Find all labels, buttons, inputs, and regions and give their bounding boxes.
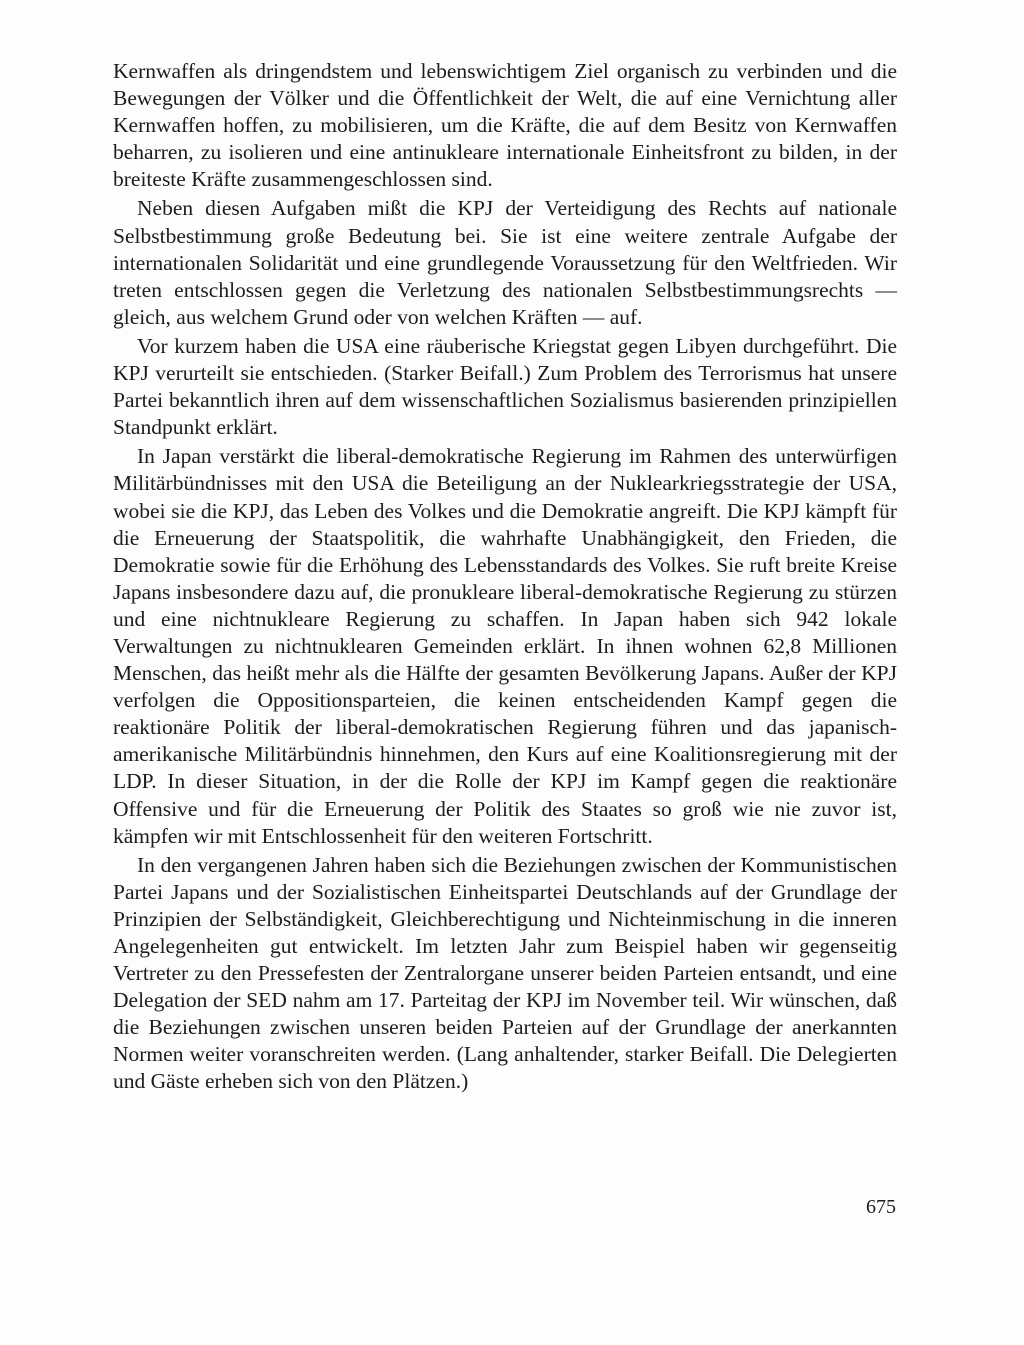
paragraph-2: Neben diesen Aufgaben mißt die KPJ der Verteidigung des Rechts auf nationale Selbstbestimmung große Bedeutung bei. Sie ist eine weitere zentrale Aufgabe der internationalen Solidarität und eine grundlegende Voraussetzung für den Weltfrieden. Wir treten entschlossen gegen die Verletzung des nationalen Selbstbestimmungsrechts — gleich, aus welchem Grund oder von welchen Kräften — auf. (113, 196, 897, 329)
paragraph-1: Kernwaffen als dringendstem und lebenswichtigem Ziel organisch zu verbinden und die Bewegungen der Völker und die Öffentlichkeit der Welt, die auf eine Vernichtung aller Kernwaffen hoffen, zu mobilisieren, um die Kräfte, die auf dem Besitz von Kernwaffen beharren, zu isolieren und eine antinukleare internationale Einheitsfront zu bilden, in der breiteste Kräfte zusammengeschlossen sind. (113, 59, 897, 192)
page-number: 675 (866, 1196, 896, 1218)
paragraph-4: In Japan verstärkt die liberal-demokratische Regierung im Rahmen des unterwürfigen Militärbündnisses mit den USA die Beteiligung an der Nuklearkriegsstrategie der USA, wobei sie die KPJ, das Leben des Volkes und die Demokratie angreift. Die KPJ kämpft für die Erneuerung der Staatspolitik, die wahrhafte Unabhängigkeit, den Frieden, die Demokratie sowie für die Erhöhung des Lebensstandards des Volkes. Sie ruft breite Kreise Japans insbesondere dazu auf, die pronukleare liberal-demokratische Regierung zu stürzen und eine nichtnukleare Regierung zu schaffen. In Japan haben sich 942 lokale Verwaltungen zu nichtnuklearen Gemeinden erklärt. In ihnen wohnen 62,8 Millionen Menschen, das heißt mehr als die Hälfte der gesamten Bevölkerung Japans. Außer der KPJ verfolgen die Oppositionsparteien, die keinen entscheidenden Kampf gegen die reaktionäre Politik der liberal-demokratischen Regierung führen und das japanisch-amerikanische Militärbündnis hinnehmen, den Kurs auf eine Koalitionsregierung mit der LDP. In dieser Situation, in der die Rolle der KPJ im Kampf gegen die reaktionäre Offensive und für die Erneuerung der Politik des Staates so groß wie nie zuvor ist, kämpfen wir mit Entschlossenheit für den weiteren Fortschritt. (113, 444, 897, 848)
body-text (113, 58, 897, 1098)
paragraph-5: In den vergangenen Jahren haben sich die Beziehungen zwischen der Kommunistischen Partei Japans und der Sozialistischen Einheitspartei Deutschlands auf der Grundlage der Prinzipien der Selbständigkeit, Gleichberechtigung und Nichteinmischung in die inneren Angelegenheiten gut entwickelt. Im letzten Jahr zum Beispiel haben wir gegenseitig Vertreter zu den Pressefesten der Zentralorgane unserer beiden Parteien entsandt, und eine Delegation der SED nahm am 17. Parteitag der KPJ im November teil. Wir wünschen, daß die Beziehungen zwischen unseren beiden Parteien auf der Grundlage der anerkannten Normen weiter voranschreiten werden. (Lang anhaltender, starker Beifall. Die Delegierten und Gäste erheben sich von den Plätzen.) (113, 852, 897, 1094)
paragraph-3: Vor kurzem haben die USA eine räuberische Kriegstat gegen Libyen durchgeführt. Die KPJ verurteilt sie entschieden. (Starker Beifall.) Zum Problem des Terrorismus hat unsere Partei bekanntlich ihren auf dem wissenschaftlichen Sozialismus basierenden prinzipiellen Standpunkt erklärt. (113, 333, 897, 440)
